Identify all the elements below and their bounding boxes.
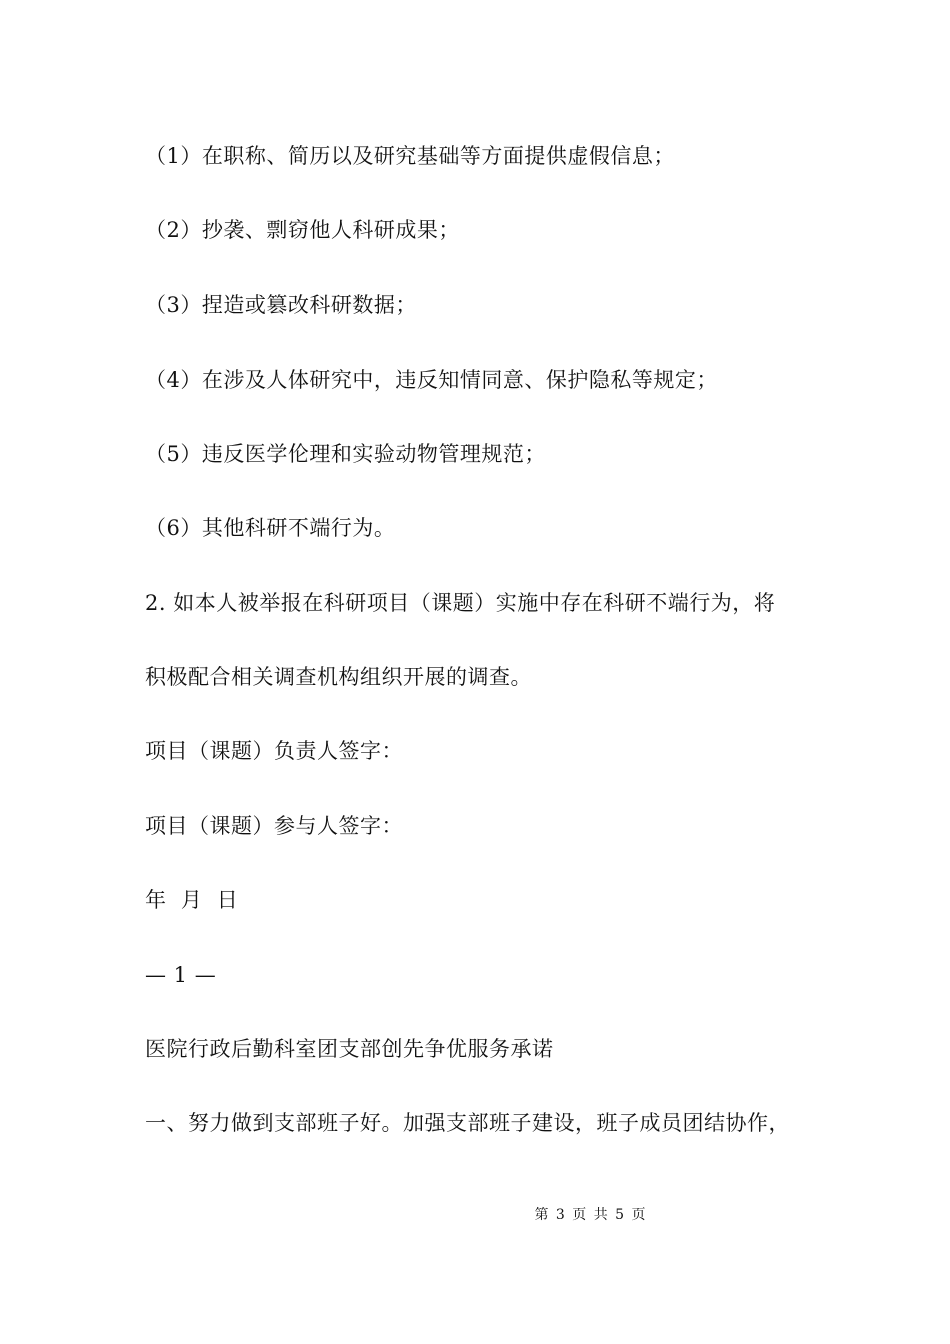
signature-member: 项目（课题）参与人签字： — [145, 814, 403, 838]
list-item-5: （5）违反医学伦理和实验动物管理规范； — [145, 442, 546, 466]
section-paragraph-line-1: 一、努力做到支部班子好。加强支部班子建设，班子成员团结协作， — [145, 1111, 790, 1135]
page-footer: 第 3 页 共 5 页 — [534, 1207, 646, 1223]
paragraph-2-line-2: 积极配合相关调查机构组织开展的调查。 — [145, 665, 532, 689]
list-item-2: （2）抄袭、剽窃他人科研成果； — [145, 218, 460, 242]
list-item-4: （4）在涉及人体研究中，违反知情同意、保护隐私等规定； — [145, 368, 718, 392]
date-line: 年 月 日 — [145, 888, 239, 912]
list-item-6: （6）其他科研不端行为。 — [145, 516, 396, 540]
signature-leader: 项目（课题）负责人签字： — [145, 739, 403, 763]
section-title: 医院行政后勤科室团支部创先争优服务承诺 — [145, 1037, 554, 1061]
paragraph-2-line-1: 2. 如本人被举报在科研项目（课题）实施中存在科研不端行为，将 — [145, 591, 776, 615]
page-marker: — 1 — — [145, 963, 217, 987]
list-item-3: （3）捏造或篡改科研数据； — [145, 293, 417, 317]
list-item-1: （1）在职称、简历以及研究基础等方面提供虚假信息； — [145, 144, 675, 168]
